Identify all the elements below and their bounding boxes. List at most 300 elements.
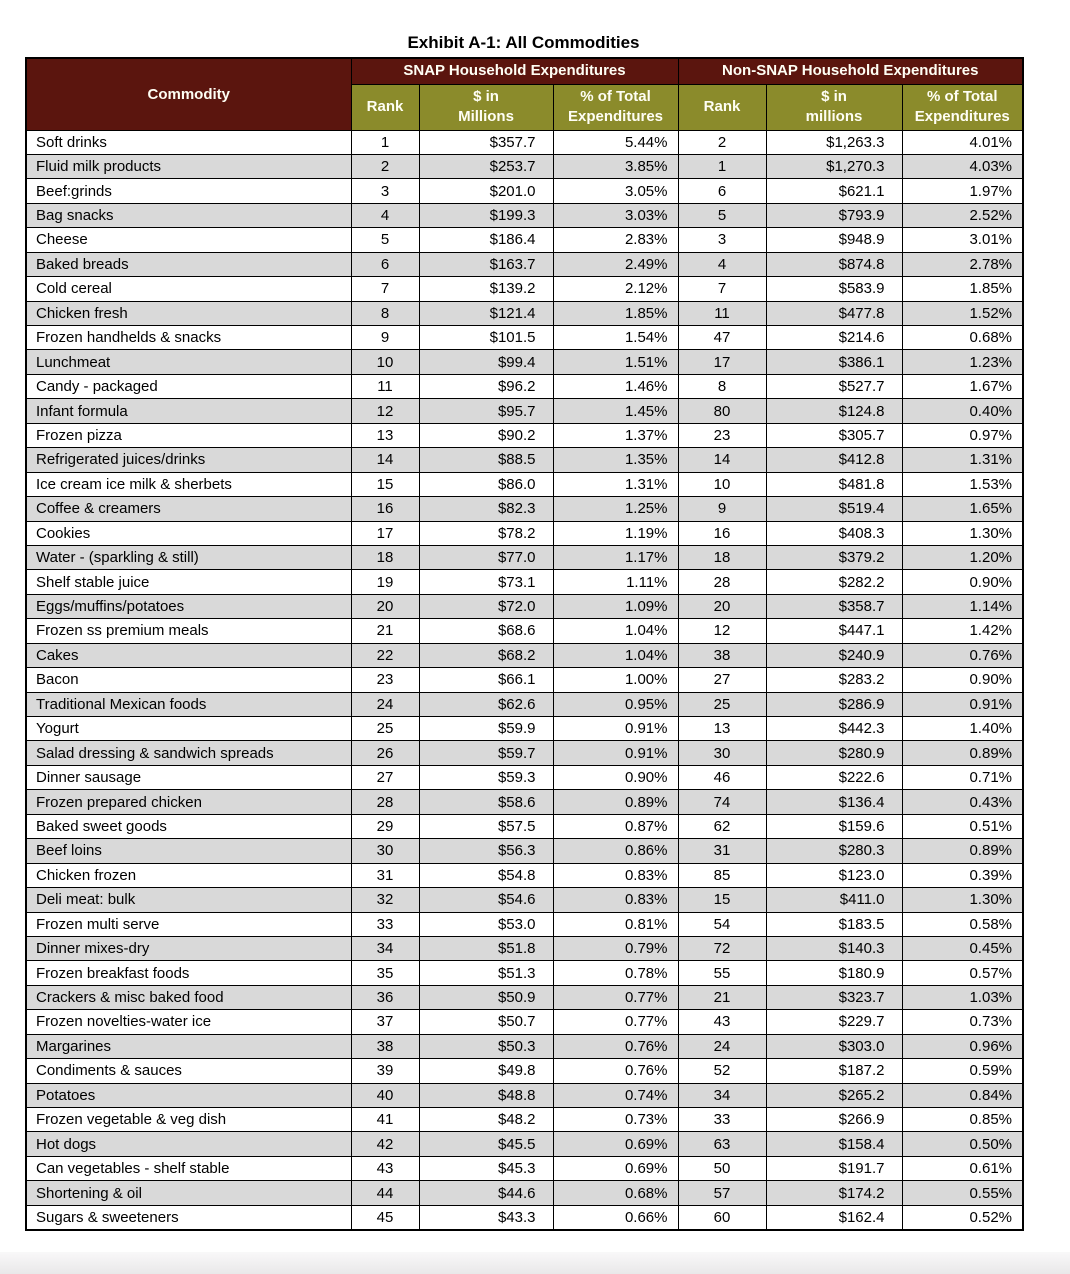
nonsnap-dollars-cell: $477.8 bbox=[766, 301, 902, 325]
snap-pct-cell: 0.83% bbox=[553, 863, 678, 887]
nonsnap-rank-cell: 20 bbox=[678, 594, 766, 618]
table-row bbox=[26, 277, 1023, 301]
snap-pct-cell: 1.35% bbox=[553, 448, 678, 472]
commodity-cell: Ice cream ice milk & sherbets bbox=[26, 472, 351, 496]
snap-dollars-cell: $139.2 bbox=[419, 277, 553, 301]
snap-dollars-cell: $48.8 bbox=[419, 1083, 553, 1107]
snap-pct-cell: 1.45% bbox=[553, 399, 678, 423]
snap-pct-cell: 0.90% bbox=[553, 765, 678, 789]
table-row bbox=[26, 203, 1023, 227]
nonsnap-dollars-cell: $358.7 bbox=[766, 594, 902, 618]
nonsnap-dollars-cell: $447.1 bbox=[766, 619, 902, 643]
nonsnap-rank-cell: 80 bbox=[678, 399, 766, 423]
snap-pct-cell: 1.09% bbox=[553, 594, 678, 618]
snap-dollars-cell: $45.5 bbox=[419, 1132, 553, 1156]
snap-rank-cell: 9 bbox=[351, 326, 419, 350]
snap-rank-cell: 23 bbox=[351, 668, 419, 692]
nonsnap-dollars-cell: $187.2 bbox=[766, 1059, 902, 1083]
nonsnap-dollars-cell: $527.7 bbox=[766, 374, 902, 398]
nonsnap-rank-header: Rank bbox=[678, 84, 766, 130]
snap-rank-cell: 21 bbox=[351, 619, 419, 643]
table-row bbox=[26, 985, 1023, 1009]
table-row bbox=[26, 350, 1023, 374]
nonsnap-rank-cell: 8 bbox=[678, 374, 766, 398]
table-row bbox=[26, 741, 1023, 765]
group-header-row bbox=[26, 58, 1023, 84]
table-row bbox=[26, 252, 1023, 276]
snap-dollars-cell: $59.9 bbox=[419, 717, 553, 741]
snap-rank-cell: 31 bbox=[351, 863, 419, 887]
snap-rank-cell: 19 bbox=[351, 570, 419, 594]
snap-dollars-cell: $121.4 bbox=[419, 301, 553, 325]
commodity-cell: Infant formula bbox=[26, 399, 351, 423]
snap-pct-cell: 0.76% bbox=[553, 1034, 678, 1058]
snap-rank-cell: 37 bbox=[351, 1010, 419, 1034]
table-row bbox=[26, 326, 1023, 350]
nonsnap-rank-cell: 1 bbox=[678, 154, 766, 178]
snap-pct-cell: 0.77% bbox=[553, 985, 678, 1009]
nonsnap-rank-cell: 54 bbox=[678, 912, 766, 936]
commodity-expenditures-table bbox=[25, 57, 1024, 1231]
nonsnap-dollars-cell: $379.2 bbox=[766, 545, 902, 569]
nonsnap-pct-cell: 0.50% bbox=[902, 1132, 1023, 1156]
commodity-cell: Lunchmeat bbox=[26, 350, 351, 374]
snap-pct-cell: 0.87% bbox=[553, 814, 678, 838]
commodity-cell: Shelf stable juice bbox=[26, 570, 351, 594]
nonsnap-pct-cell: 3.01% bbox=[902, 228, 1023, 252]
snap-dollars-cell: $57.5 bbox=[419, 814, 553, 838]
snap-rank-cell: 17 bbox=[351, 521, 419, 545]
nonsnap-dollars-cell: $793.9 bbox=[766, 203, 902, 227]
snap-rank-cell: 42 bbox=[351, 1132, 419, 1156]
commodity-cell: Candy - packaged bbox=[26, 374, 351, 398]
nonsnap-dollars-cell: $1,270.3 bbox=[766, 154, 902, 178]
snap-pct-cell: 0.95% bbox=[553, 692, 678, 716]
snap-rank-cell: 7 bbox=[351, 277, 419, 301]
nonsnap-dollars-cell: $1,263.3 bbox=[766, 130, 902, 154]
nonsnap-pct-cell: 1.30% bbox=[902, 521, 1023, 545]
table-row bbox=[26, 301, 1023, 325]
table-row bbox=[26, 1059, 1023, 1083]
table-row bbox=[26, 521, 1023, 545]
snap-pct-cell: 3.85% bbox=[553, 154, 678, 178]
snap-rank-cell: 4 bbox=[351, 203, 419, 227]
nonsnap-pct-cell: 0.97% bbox=[902, 423, 1023, 447]
nonsnap-rank-cell: 3 bbox=[678, 228, 766, 252]
snap-rank-cell: 26 bbox=[351, 741, 419, 765]
snap-dollars-cell: $53.0 bbox=[419, 912, 553, 936]
snap-rank-cell: 11 bbox=[351, 374, 419, 398]
nonsnap-pct-cell: 0.73% bbox=[902, 1010, 1023, 1034]
table-row bbox=[26, 448, 1023, 472]
snap-dollars-cell: $44.6 bbox=[419, 1181, 553, 1205]
nonsnap-pct-header-line1: % of Total bbox=[926, 87, 998, 105]
nonsnap-pct-cell: 0.39% bbox=[902, 863, 1023, 887]
snap-pct-cell: 0.74% bbox=[553, 1083, 678, 1107]
commodity-cell: Frozen ss premium meals bbox=[26, 619, 351, 643]
table-row bbox=[26, 154, 1023, 178]
nonsnap-pct-cell: 0.84% bbox=[902, 1083, 1023, 1107]
nonsnap-rank-cell: 27 bbox=[678, 668, 766, 692]
page-bottom-edge bbox=[0, 1252, 1070, 1274]
snap-rank-cell: 41 bbox=[351, 1108, 419, 1132]
nonsnap-pct-cell: 0.71% bbox=[902, 765, 1023, 789]
nonsnap-dollars-cell: $283.2 bbox=[766, 668, 902, 692]
nonsnap-dollars-cell: $411.0 bbox=[766, 888, 902, 912]
commodity-cell: Frozen pizza bbox=[26, 423, 351, 447]
snap-pct-cell: 1.00% bbox=[553, 668, 678, 692]
table-row bbox=[26, 228, 1023, 252]
nonsnap-pct-cell: 2.52% bbox=[902, 203, 1023, 227]
table-row bbox=[26, 790, 1023, 814]
snap-rank-cell: 40 bbox=[351, 1083, 419, 1107]
nonsnap-dollars-cell: $286.9 bbox=[766, 692, 902, 716]
snap-rank-cell: 2 bbox=[351, 154, 419, 178]
snap-rank-cell: 13 bbox=[351, 423, 419, 447]
nonsnap-rank-cell: 28 bbox=[678, 570, 766, 594]
nonsnap-dollars-header-line2: millions bbox=[805, 108, 863, 125]
snap-pct-cell: 0.79% bbox=[553, 936, 678, 960]
commodity-cell: Sugars & sweeteners bbox=[26, 1205, 351, 1229]
snap-dollars-header-line1: $ in bbox=[473, 87, 499, 105]
snap-rank-cell: 1 bbox=[351, 130, 419, 154]
commodity-cell: Shortening & oil bbox=[26, 1181, 351, 1205]
nonsnap-dollars-cell: $583.9 bbox=[766, 277, 902, 301]
table-row bbox=[26, 399, 1023, 423]
snap-dollars-cell: $45.3 bbox=[419, 1156, 553, 1180]
nonsnap-dollars-cell: $412.8 bbox=[766, 448, 902, 472]
nonsnap-rank-cell: 31 bbox=[678, 839, 766, 863]
nonsnap-pct-cell: 0.59% bbox=[902, 1059, 1023, 1083]
snap-rank-cell: 38 bbox=[351, 1034, 419, 1058]
snap-rank-cell: 35 bbox=[351, 961, 419, 985]
snap-pct-cell: 3.03% bbox=[553, 203, 678, 227]
commodity-cell: Potatoes bbox=[26, 1083, 351, 1107]
nonsnap-dollars-cell: $214.6 bbox=[766, 326, 902, 350]
nonsnap-rank-cell: 38 bbox=[678, 643, 766, 667]
snap-dollars-cell: $59.3 bbox=[419, 765, 553, 789]
nonsnap-rank-cell: 74 bbox=[678, 790, 766, 814]
snap-pct-cell: 1.31% bbox=[553, 472, 678, 496]
nonsnap-pct-cell: 1.42% bbox=[902, 619, 1023, 643]
page-title: Exhibit A-1: All Commodities bbox=[407, 33, 640, 52]
commodity-cell: Eggs/muffins/potatoes bbox=[26, 594, 351, 618]
table-row bbox=[26, 545, 1023, 569]
snap-rank-cell: 22 bbox=[351, 643, 419, 667]
nonsnap-rank-cell: 55 bbox=[678, 961, 766, 985]
snap-rank-cell: 39 bbox=[351, 1059, 419, 1083]
nonsnap-pct-cell: 0.52% bbox=[902, 1205, 1023, 1229]
nonsnap-rank-cell: 5 bbox=[678, 203, 766, 227]
nonsnap-dollars-cell: $282.2 bbox=[766, 570, 902, 594]
nonsnap-pct-cell: 0.91% bbox=[902, 692, 1023, 716]
commodity-cell: Beef loins bbox=[26, 839, 351, 863]
commodity-cell: Cakes bbox=[26, 643, 351, 667]
table-row bbox=[26, 1132, 1023, 1156]
snap-dollars-cell: $56.3 bbox=[419, 839, 553, 863]
snap-rank-cell: 18 bbox=[351, 545, 419, 569]
snap-rank-cell: 45 bbox=[351, 1205, 419, 1229]
table-row bbox=[26, 570, 1023, 594]
table-row bbox=[26, 692, 1023, 716]
snap-pct-cell: 2.49% bbox=[553, 252, 678, 276]
nonsnap-rank-cell: 85 bbox=[678, 863, 766, 887]
nonsnap-rank-cell: 7 bbox=[678, 277, 766, 301]
table-row bbox=[26, 936, 1023, 960]
snap-dollars-cell: $54.6 bbox=[419, 888, 553, 912]
nonsnap-rank-cell: 16 bbox=[678, 521, 766, 545]
snap-rank-cell: 14 bbox=[351, 448, 419, 472]
snap-rank-cell: 12 bbox=[351, 399, 419, 423]
commodity-cell: Frozen multi serve bbox=[26, 912, 351, 936]
nonsnap-pct-cell: 1.03% bbox=[902, 985, 1023, 1009]
table-row bbox=[26, 619, 1023, 643]
nonsnap-pct-cell: 1.52% bbox=[902, 301, 1023, 325]
commodity-cell: Traditional Mexican foods bbox=[26, 692, 351, 716]
snap-pct-header-line2: Expenditures bbox=[567, 108, 664, 125]
commodity-cell: Dinner mixes-dry bbox=[26, 936, 351, 960]
snap-pct-cell: 0.68% bbox=[553, 1181, 678, 1205]
snap-pct-cell: 1.19% bbox=[553, 521, 678, 545]
nonsnap-rank-cell: 21 bbox=[678, 985, 766, 1009]
nonsnap-pct-cell: 0.55% bbox=[902, 1181, 1023, 1205]
nonsnap-pct-cell: 0.85% bbox=[902, 1108, 1023, 1132]
table-row bbox=[26, 1083, 1023, 1107]
nonsnap-rank-cell: 47 bbox=[678, 326, 766, 350]
snap-dollars-cell: $51.8 bbox=[419, 936, 553, 960]
nonsnap-pct-cell: 0.58% bbox=[902, 912, 1023, 936]
nonsnap-rank-cell: 57 bbox=[678, 1181, 766, 1205]
nonsnap-dollars-cell: $183.5 bbox=[766, 912, 902, 936]
table-row bbox=[26, 717, 1023, 741]
commodity-cell: Salad dressing & sandwich spreads bbox=[26, 741, 351, 765]
table-body bbox=[26, 130, 1023, 1230]
snap-pct-cell: 1.04% bbox=[553, 619, 678, 643]
table-row bbox=[26, 888, 1023, 912]
nonsnap-dollars-cell: $162.4 bbox=[766, 1205, 902, 1229]
snap-rank-cell: 34 bbox=[351, 936, 419, 960]
commodity-cell: Baked breads bbox=[26, 252, 351, 276]
snap-dollars-cell: $357.7 bbox=[419, 130, 553, 154]
commodity-cell: Cheese bbox=[26, 228, 351, 252]
table-row bbox=[26, 179, 1023, 203]
table-row bbox=[26, 1034, 1023, 1058]
nonsnap-pct-cell: 4.03% bbox=[902, 154, 1023, 178]
commodity-cell: Cookies bbox=[26, 521, 351, 545]
nonsnap-dollars-cell: $305.7 bbox=[766, 423, 902, 447]
nonsnap-rank-cell: 24 bbox=[678, 1034, 766, 1058]
nonsnap-rank-cell: 62 bbox=[678, 814, 766, 838]
nonsnap-dollars-cell: $222.6 bbox=[766, 765, 902, 789]
nonsnap-rank-cell: 23 bbox=[678, 423, 766, 447]
snap-pct-cell: 0.91% bbox=[553, 717, 678, 741]
nonsnap-dollars-cell: $265.2 bbox=[766, 1083, 902, 1107]
nonsnap-pct-cell: 0.89% bbox=[902, 741, 1023, 765]
table-row bbox=[26, 1108, 1023, 1132]
table-row bbox=[26, 423, 1023, 447]
table-row bbox=[26, 643, 1023, 667]
snap-dollars-cell: $163.7 bbox=[419, 252, 553, 276]
commodity-cell: Margarines bbox=[26, 1034, 351, 1058]
nonsnap-dollars-cell: $280.3 bbox=[766, 839, 902, 863]
nonsnap-rank-cell: 18 bbox=[678, 545, 766, 569]
nonsnap-rank-cell: 9 bbox=[678, 497, 766, 521]
commodity-cell: Dinner sausage bbox=[26, 765, 351, 789]
nonsnap-pct-cell: 1.31% bbox=[902, 448, 1023, 472]
snap-dollars-header bbox=[419, 84, 553, 130]
commodity-cell: Chicken frozen bbox=[26, 863, 351, 887]
nonsnap-rank-cell: 46 bbox=[678, 765, 766, 789]
nonsnap-dollars-cell: $481.8 bbox=[766, 472, 902, 496]
snap-rank-cell: 15 bbox=[351, 472, 419, 496]
snap-rank-header: Rank bbox=[351, 84, 419, 130]
snap-dollars-cell: $82.3 bbox=[419, 497, 553, 521]
nonsnap-rank-cell: 60 bbox=[678, 1205, 766, 1229]
snap-pct-cell: 2.12% bbox=[553, 277, 678, 301]
snap-rank-cell: 10 bbox=[351, 350, 419, 374]
commodity-cell: Deli meat: bulk bbox=[26, 888, 351, 912]
snap-pct-cell: 0.73% bbox=[553, 1108, 678, 1132]
commodity-cell: Frozen breakfast foods bbox=[26, 961, 351, 985]
commodity-cell: Baked sweet goods bbox=[26, 814, 351, 838]
snap-pct-cell: 0.81% bbox=[553, 912, 678, 936]
snap-rank-cell: 6 bbox=[351, 252, 419, 276]
table-row bbox=[26, 863, 1023, 887]
nonsnap-pct-cell: 1.67% bbox=[902, 374, 1023, 398]
snap-pct-cell: 0.89% bbox=[553, 790, 678, 814]
nonsnap-pct-cell: 1.97% bbox=[902, 179, 1023, 203]
snap-pct-cell: 1.17% bbox=[553, 545, 678, 569]
snap-dollars-cell: $66.1 bbox=[419, 668, 553, 692]
nonsnap-dollars-cell: $408.3 bbox=[766, 521, 902, 545]
table-header bbox=[26, 58, 1023, 130]
snap-dollars-cell: $186.4 bbox=[419, 228, 553, 252]
nonsnap-rank-cell: 13 bbox=[678, 717, 766, 741]
commodity-cell: Cold cereal bbox=[26, 277, 351, 301]
nonsnap-rank-cell: 30 bbox=[678, 741, 766, 765]
nonsnap-rank-cell: 33 bbox=[678, 1108, 766, 1132]
nonsnap-rank-cell: 52 bbox=[678, 1059, 766, 1083]
nonsnap-dollars-header bbox=[766, 84, 902, 130]
nonsnap-pct-cell: 1.30% bbox=[902, 888, 1023, 912]
table-row bbox=[26, 765, 1023, 789]
snap-dollars-cell: $99.4 bbox=[419, 350, 553, 374]
commodity-cell: Can vegetables - shelf stable bbox=[26, 1156, 351, 1180]
nonsnap-pct-cell: 4.01% bbox=[902, 130, 1023, 154]
snap-dollars-cell: $72.0 bbox=[419, 594, 553, 618]
nonsnap-dollars-cell: $519.4 bbox=[766, 497, 902, 521]
commodity-cell: Refrigerated juices/drinks bbox=[26, 448, 351, 472]
snap-dollars-cell: $50.3 bbox=[419, 1034, 553, 1058]
nonsnap-dollars-cell: $621.1 bbox=[766, 179, 902, 203]
snap-dollars-cell: $50.7 bbox=[419, 1010, 553, 1034]
snap-pct-cell: 0.77% bbox=[553, 1010, 678, 1034]
snap-dollars-cell: $58.6 bbox=[419, 790, 553, 814]
nonsnap-rank-cell: 6 bbox=[678, 179, 766, 203]
commodity-cell: Water - (sparkling & still) bbox=[26, 545, 351, 569]
nonsnap-pct-cell: 1.20% bbox=[902, 545, 1023, 569]
commodity-cell: Condiments & sauces bbox=[26, 1059, 351, 1083]
nonsnap-dollars-cell: $191.7 bbox=[766, 1156, 902, 1180]
snap-pct-cell: 0.78% bbox=[553, 961, 678, 985]
nonsnap-dollars-cell: $159.6 bbox=[766, 814, 902, 838]
nonsnap-pct-cell: 0.89% bbox=[902, 839, 1023, 863]
table-row bbox=[26, 594, 1023, 618]
snap-rank-cell: 32 bbox=[351, 888, 419, 912]
snap-pct-cell: 0.83% bbox=[553, 888, 678, 912]
table-row bbox=[26, 1181, 1023, 1205]
snap-dollars-cell: $73.1 bbox=[419, 570, 553, 594]
snap-dollars-cell: $54.8 bbox=[419, 863, 553, 887]
nonsnap-pct-header bbox=[902, 84, 1023, 130]
commodity-cell: Fluid milk products bbox=[26, 154, 351, 178]
snap-dollars-header-line2: Millions bbox=[458, 108, 514, 125]
nonsnap-pct-cell: 0.96% bbox=[902, 1034, 1023, 1058]
nonsnap-rank-cell: 25 bbox=[678, 692, 766, 716]
snap-dollars-cell: $96.2 bbox=[419, 374, 553, 398]
nonsnap-pct-cell: 0.76% bbox=[902, 643, 1023, 667]
snap-dollars-cell: $77.0 bbox=[419, 545, 553, 569]
nonsnap-dollars-cell: $136.4 bbox=[766, 790, 902, 814]
nonsnap-dollars-cell: $229.7 bbox=[766, 1010, 902, 1034]
snap-pct-cell: 1.51% bbox=[553, 350, 678, 374]
nonsnap-pct-cell: 0.43% bbox=[902, 790, 1023, 814]
nonsnap-dollars-header-line1: $ in bbox=[821, 87, 847, 105]
table-row bbox=[26, 668, 1023, 692]
nonsnap-dollars-cell: $874.8 bbox=[766, 252, 902, 276]
snap-dollars-cell: $48.2 bbox=[419, 1108, 553, 1132]
snap-dollars-cell: $50.9 bbox=[419, 985, 553, 1009]
nonsnap-dollars-cell: $140.3 bbox=[766, 936, 902, 960]
commodity-cell: Frozen novelties-water ice bbox=[26, 1010, 351, 1034]
nonsnap-pct-cell: 1.65% bbox=[902, 497, 1023, 521]
commodity-cell: Crackers & misc baked food bbox=[26, 985, 351, 1009]
snap-dollars-cell: $68.6 bbox=[419, 619, 553, 643]
snap-rank-cell: 44 bbox=[351, 1181, 419, 1205]
commodity-column-header: Commodity bbox=[26, 58, 351, 130]
snap-dollars-cell: $78.2 bbox=[419, 521, 553, 545]
table-row bbox=[26, 1156, 1023, 1180]
nonsnap-rank-cell: 12 bbox=[678, 619, 766, 643]
nonsnap-pct-cell: 0.51% bbox=[902, 814, 1023, 838]
snap-dollars-cell: $201.0 bbox=[419, 179, 553, 203]
nonsnap-rank-cell: 15 bbox=[678, 888, 766, 912]
nonsnap-rank-cell: 50 bbox=[678, 1156, 766, 1180]
table-row bbox=[26, 814, 1023, 838]
commodity-cell: Bag snacks bbox=[26, 203, 351, 227]
snap-pct-cell: 0.69% bbox=[553, 1156, 678, 1180]
snap-dollars-cell: $43.3 bbox=[419, 1205, 553, 1229]
nonsnap-pct-cell: 1.53% bbox=[902, 472, 1023, 496]
snap-pct-cell: 5.44% bbox=[553, 130, 678, 154]
commodity-cell: Bacon bbox=[26, 668, 351, 692]
snap-pct-cell: 0.76% bbox=[553, 1059, 678, 1083]
nonsnap-dollars-cell: $240.9 bbox=[766, 643, 902, 667]
snap-pct-cell: 0.91% bbox=[553, 741, 678, 765]
table-row bbox=[26, 497, 1023, 521]
nonsnap-dollars-cell: $303.0 bbox=[766, 1034, 902, 1058]
nonsnap-rank-cell: 11 bbox=[678, 301, 766, 325]
snap-group-header: SNAP Household Expenditures bbox=[351, 58, 678, 84]
nonsnap-dollars-cell: $123.0 bbox=[766, 863, 902, 887]
nonsnap-dollars-cell: $323.7 bbox=[766, 985, 902, 1009]
nonsnap-rank-cell: 10 bbox=[678, 472, 766, 496]
commodity-cell: Chicken fresh bbox=[26, 301, 351, 325]
snap-dollars-cell: $101.5 bbox=[419, 326, 553, 350]
snap-pct-cell: 1.54% bbox=[553, 326, 678, 350]
nonsnap-pct-cell: 1.23% bbox=[902, 350, 1023, 374]
snap-pct-cell: 0.66% bbox=[553, 1205, 678, 1229]
